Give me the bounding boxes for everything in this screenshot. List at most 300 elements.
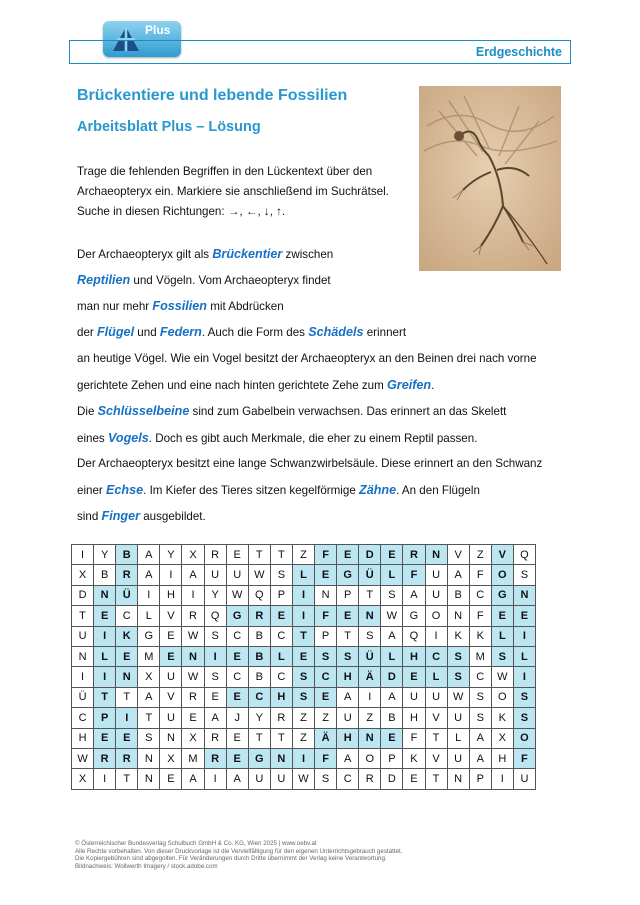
grid-cell: D <box>381 769 403 789</box>
footer-line: Bildnachweis: Wollwerth Imagery / stock.adobe.com <box>75 862 218 870</box>
cloze-line <box>77 352 537 365</box>
grid-cell: J <box>226 708 248 728</box>
grid-cell: U <box>226 565 248 585</box>
grid-cell: T <box>292 626 314 646</box>
cloze-text-segment: sind zum Gabelbein verwachsen. Das erinnert an das Skelett <box>189 405 507 418</box>
grid-cell: S <box>513 565 535 585</box>
grid-cell: T <box>270 545 292 565</box>
grid-cell: Ü <box>359 646 381 666</box>
grid-cell: E <box>513 606 535 626</box>
grid-cell: R <box>182 687 204 707</box>
grid-cell: T <box>72 606 94 626</box>
grid-cell: L <box>292 565 314 585</box>
grid-cell: T <box>138 708 160 728</box>
grid-cell: Z <box>359 708 381 728</box>
grid-cell: N <box>359 728 381 748</box>
grid-row <box>72 565 536 585</box>
subject-label: Erdgeschichte <box>475 45 562 59</box>
cloze-text-segment: gerichtete Zehen und eine nach hinten gerichtete Zehe zum <box>77 379 388 392</box>
grid-cell: E <box>403 667 425 687</box>
grid-cell: U <box>337 708 359 728</box>
grid-cell: U <box>447 708 469 728</box>
grid-cell: E <box>226 748 248 768</box>
footer-line: Alle Rechte vorbehalten. Von dieser Druckvorlage ist die Vervielfältigung für den eigenen Unterrichtsgebrauch gestattet. <box>75 847 403 855</box>
instructions <box>77 162 407 222</box>
grid-cell: N <box>447 769 469 789</box>
grid-cell: P <box>337 585 359 605</box>
grid-cell: E <box>182 708 204 728</box>
grid-cell: W <box>491 667 513 687</box>
grid-cell: K <box>116 626 138 646</box>
grid-cell: U <box>425 687 447 707</box>
grid-cell: U <box>425 585 447 605</box>
grid-cell: T <box>337 626 359 646</box>
grid-row <box>72 545 536 565</box>
grid-cell: Z <box>292 708 314 728</box>
answer-word: Fossilien <box>152 299 207 313</box>
cloze-line <box>77 483 480 497</box>
grid-cell: I <box>116 708 138 728</box>
grid-cell: A <box>337 687 359 707</box>
cloze-line <box>77 325 406 339</box>
grid-cell: H <box>491 748 513 768</box>
grid-cell: C <box>270 626 292 646</box>
answer-word: Reptilien <box>77 273 131 287</box>
cloze-text-segment: mit Abdrücken <box>206 300 284 313</box>
grid-row <box>72 687 536 707</box>
grid-cell: W <box>292 769 314 789</box>
grid-cell: I <box>204 769 226 789</box>
cloze-line <box>77 509 206 523</box>
grid-cell: D <box>359 545 381 565</box>
grid-cell: N <box>513 585 535 605</box>
grid-cell: L <box>381 565 403 585</box>
grid-cell: H <box>160 585 182 605</box>
cloze-line <box>77 273 331 287</box>
grid-cell: K <box>403 748 425 768</box>
grid-cell: T <box>359 585 381 605</box>
grid-cell: V <box>447 545 469 565</box>
word-search-grid <box>71 544 536 790</box>
grid-cell: X <box>72 769 94 789</box>
grid-cell: P <box>315 626 337 646</box>
grid-cell: M <box>138 646 160 666</box>
grid-cell: X <box>160 748 182 768</box>
cloze-text-segment: sind <box>77 510 102 523</box>
cloze-text-segment: Die <box>77 405 98 418</box>
grid-cell: L <box>138 606 160 626</box>
cloze-text-segment: erinnert <box>363 326 407 339</box>
footer-line: Die Kopiergebühren sind abgegolten. Für Veränderungen durch Dritte übernimmt der Verlag keine Verantwortung. <box>75 855 387 863</box>
grid-cell: U <box>248 769 270 789</box>
grid-cell: S <box>491 646 513 666</box>
grid-cell: Ü <box>72 687 94 707</box>
grid-cell: F <box>513 748 535 768</box>
grid-cell: A <box>182 565 204 585</box>
grid-cell: Y <box>94 545 116 565</box>
grid-cell: O <box>491 565 513 585</box>
grid-cell: E <box>160 769 182 789</box>
grid-cell: U <box>447 748 469 768</box>
answer-word: Schlüsselbeine <box>97 404 190 418</box>
grid-cell: R <box>204 748 226 768</box>
grid-cell: N <box>270 748 292 768</box>
grid-cell: D <box>381 667 403 687</box>
answer-word: Finger <box>101 509 140 523</box>
page-subtitle: Arbeitsblatt Plus – Lösung <box>77 119 261 135</box>
grid-cell: N <box>160 728 182 748</box>
grid-cell: F <box>403 728 425 748</box>
cloze-text-segment: Der Archaeopteryx besitzt eine lange Schwanzwirbelsäule. Diese erinnert an den Schwanz <box>77 457 543 470</box>
cloze-text-segment: und <box>134 326 160 339</box>
grid-row <box>72 646 536 666</box>
grid-cell: Q <box>204 606 226 626</box>
grid-cell: R <box>204 728 226 748</box>
grid-cell: L <box>447 728 469 748</box>
cloze-text-segment: . <box>431 379 435 392</box>
grid-cell: R <box>270 708 292 728</box>
grid-cell: L <box>270 646 292 666</box>
footer <box>75 840 402 870</box>
answer-word: Brückentier <box>212 247 283 261</box>
grid-cell: K <box>469 626 491 646</box>
grid-cell: A <box>469 748 491 768</box>
grid-cell: C <box>116 606 138 626</box>
grid-cell: N <box>138 769 160 789</box>
grid-cell: M <box>182 748 204 768</box>
grid-cell: A <box>226 769 248 789</box>
grid-cell: R <box>359 769 381 789</box>
grid-cell: X <box>72 565 94 585</box>
cloze-text-segment: man nur mehr <box>77 300 153 313</box>
grid-cell: H <box>337 728 359 748</box>
grid-cell: Z <box>292 728 314 748</box>
grid-cell: A <box>138 687 160 707</box>
grid-cell: U <box>270 769 292 789</box>
grid-cell: Z <box>292 545 314 565</box>
grid-cell: D <box>72 585 94 605</box>
grid-cell: P <box>381 748 403 768</box>
grid-cell: Ü <box>359 565 381 585</box>
grid-cell: U <box>403 687 425 707</box>
grid-cell: C <box>469 667 491 687</box>
cloze-text-segment: eines <box>77 432 108 445</box>
grid-cell: R <box>403 545 425 565</box>
grid-cell: T <box>116 769 138 789</box>
grid-cell: I <box>204 646 226 666</box>
logo-label: Plus <box>145 23 171 37</box>
grid-cell: O <box>425 606 447 626</box>
grid-cell: K <box>491 708 513 728</box>
grid-cell: E <box>337 606 359 626</box>
grid-row <box>72 748 536 768</box>
grid-cell: K <box>447 626 469 646</box>
grid-cell: Y <box>204 585 226 605</box>
grid-cell: R <box>204 545 226 565</box>
grid-cell: N <box>359 606 381 626</box>
grid-cell: W <box>182 626 204 646</box>
grid-cell: S <box>292 667 314 687</box>
grid-cell: B <box>381 708 403 728</box>
answer-word: Zähne <box>359 483 397 497</box>
grid-cell: N <box>116 667 138 687</box>
grid-cell: C <box>469 585 491 605</box>
grid-cell: S <box>315 769 337 789</box>
answer-word: Federn <box>159 325 202 339</box>
cloze-text-segment: und Vögeln. Vom Archaeopteryx findet <box>130 274 331 287</box>
grid-cell: Q <box>403 626 425 646</box>
answer-word: Schädels <box>308 325 364 339</box>
grid-cell: A <box>447 565 469 585</box>
grid-cell: W <box>72 748 94 768</box>
answer-word: Flügel <box>96 325 135 339</box>
grid-cell: W <box>447 687 469 707</box>
grid-cell: S <box>447 667 469 687</box>
grid-cell: X <box>182 728 204 748</box>
grid-cell: H <box>72 728 94 748</box>
grid-cell: I <box>94 667 116 687</box>
grid-cell: I <box>72 545 94 565</box>
grid-cell: E <box>160 626 182 646</box>
grid-cell: V <box>425 748 447 768</box>
grid-cell: E <box>160 646 182 666</box>
grid-cell: F <box>403 565 425 585</box>
grid-cell: E <box>116 646 138 666</box>
archaeopteryx-fossil-image <box>419 86 561 271</box>
grid-cell: R <box>182 606 204 626</box>
grid-cell: L <box>513 646 535 666</box>
grid-cell: H <box>403 708 425 728</box>
grid-cell: E <box>292 646 314 666</box>
instruction-line: Suche in diesen Richtungen: →, ←, ↓, ↑. <box>77 205 286 218</box>
grid-cell: G <box>403 606 425 626</box>
footer-line: © Österreichischer Bundesverlag Schulbuch GmbH & Co. KG, Wien 2025 | www.oebv.at <box>75 840 317 847</box>
grid-cell: S <box>359 626 381 646</box>
grid-cell: Ä <box>359 667 381 687</box>
grid-cell: L <box>381 646 403 666</box>
grid-cell: I <box>94 626 116 646</box>
grid-cell: O <box>491 687 513 707</box>
grid-cell: G <box>491 585 513 605</box>
grid-cell: T <box>248 728 270 748</box>
grid-cell: U <box>513 769 535 789</box>
grid-cell: U <box>204 565 226 585</box>
grid-cell: T <box>94 687 116 707</box>
grid-cell: Q <box>248 585 270 605</box>
grid-cell: I <box>513 667 535 687</box>
grid-cell: W <box>248 565 270 585</box>
grid-cell: V <box>491 545 513 565</box>
grid-cell: R <box>248 606 270 626</box>
grid-cell: S <box>469 708 491 728</box>
grid-cell: U <box>160 667 182 687</box>
grid-cell: R <box>94 748 116 768</box>
grid-cell: S <box>270 565 292 585</box>
grid-cell: E <box>226 545 248 565</box>
grid-cell: B <box>447 585 469 605</box>
grid-cell: A <box>469 728 491 748</box>
grid-cell: B <box>248 646 270 666</box>
grid-cell: G <box>248 748 270 768</box>
grid-cell: P <box>270 585 292 605</box>
grid-cell: R <box>116 565 138 585</box>
grid-cell: E <box>403 769 425 789</box>
grid-cell: E <box>226 728 248 748</box>
grid-cell: I <box>94 769 116 789</box>
grid-cell: O <box>513 728 535 748</box>
grid-row <box>72 728 536 748</box>
grid-cell: E <box>315 565 337 585</box>
grid-cell: E <box>204 687 226 707</box>
grid-cell: N <box>315 585 337 605</box>
grid-cell: E <box>491 606 513 626</box>
grid-cell: V <box>160 687 182 707</box>
grid-cell: E <box>226 687 248 707</box>
grid-row <box>72 585 536 605</box>
grid-cell: A <box>381 687 403 707</box>
answer-word: Vogels <box>107 431 149 445</box>
cloze-text-segment: . An den Flügeln <box>396 484 480 497</box>
cloze-text-segment: ausgebildet. <box>139 510 206 523</box>
grid-cell: C <box>315 667 337 687</box>
cloze-line <box>77 247 333 261</box>
grid-cell: A <box>204 708 226 728</box>
grid-cell: C <box>270 667 292 687</box>
cloze-line <box>77 378 434 392</box>
grid-cell: A <box>182 769 204 789</box>
grid-cell: I <box>160 565 182 585</box>
grid-cell: T <box>270 728 292 748</box>
grid-cell: L <box>94 646 116 666</box>
answer-word: Echse <box>106 483 144 497</box>
cloze-text-segment: an heutige Vögel. Wie ein Vogel besitzt der Archaeopteryx an den Beinen drei nach vorne <box>77 352 537 365</box>
grid-cell: I <box>292 748 314 768</box>
grid-cell: C <box>337 769 359 789</box>
grid-cell: E <box>381 545 403 565</box>
grid-cell: B <box>248 626 270 646</box>
grid-cell: C <box>226 667 248 687</box>
grid-cell: A <box>403 585 425 605</box>
grid-cell: A <box>138 545 160 565</box>
grid-cell: B <box>116 545 138 565</box>
grid-row <box>72 606 536 626</box>
cloze-text-segment: . Im Kiefer des Tieres sitzen kegelförmige <box>143 484 359 497</box>
grid-cell: S <box>447 646 469 666</box>
grid-cell: S <box>204 626 226 646</box>
cloze-line <box>77 299 284 313</box>
grid-cell: H <box>270 687 292 707</box>
grid-cell: C <box>72 708 94 728</box>
instruction-line: Archaeopteryx ein. Markiere sie anschließend im Suchrätsel. <box>77 185 389 198</box>
grid-cell: S <box>292 687 314 707</box>
grid-cell: G <box>138 626 160 646</box>
grid-cell: S <box>381 585 403 605</box>
grid-cell: N <box>94 585 116 605</box>
grid-cell: X <box>491 728 513 748</box>
grid-cell: G <box>337 565 359 585</box>
grid-cell: Y <box>248 708 270 728</box>
grid-cell: I <box>359 687 381 707</box>
grid-cell: T <box>425 769 447 789</box>
grid-cell: H <box>337 667 359 687</box>
instruction-line: Trage die fehlenden Begriffen in den Lückentext über den <box>77 165 373 178</box>
grid-cell: T <box>425 728 447 748</box>
grid-cell: I <box>425 626 447 646</box>
grid-cell: I <box>491 769 513 789</box>
grid-cell: M <box>469 646 491 666</box>
grid-cell: E <box>270 606 292 626</box>
grid-row <box>72 626 536 646</box>
header-bar <box>69 40 571 64</box>
grid-cell: F <box>315 748 337 768</box>
grid-cell: E <box>94 728 116 748</box>
grid-cell: Z <box>315 708 337 728</box>
grid-cell: Q <box>513 545 535 565</box>
answer-word: Greifen <box>387 378 432 392</box>
grid-cell: I <box>292 585 314 605</box>
grid-cell: A <box>381 626 403 646</box>
grid-cell: F <box>315 606 337 626</box>
grid-cell: Ä <box>315 728 337 748</box>
grid-cell: B <box>94 565 116 585</box>
grid-cell: S <box>337 646 359 666</box>
grid-cell: X <box>138 667 160 687</box>
cloze-line <box>77 404 506 418</box>
grid-cell: E <box>94 606 116 626</box>
grid-cell: S <box>315 646 337 666</box>
grid-cell: N <box>425 545 447 565</box>
grid-cell: P <box>469 769 491 789</box>
grid-cell: U <box>160 708 182 728</box>
page-title: Brückentiere und lebende Fossilien <box>77 87 348 104</box>
grid-cell: C <box>248 687 270 707</box>
grid-cell: I <box>292 606 314 626</box>
grid-cell: E <box>381 728 403 748</box>
grid-cell: L <box>425 667 447 687</box>
grid-cell: V <box>160 606 182 626</box>
grid-cell: Z <box>469 545 491 565</box>
grid-cell: I <box>182 585 204 605</box>
cloze-text-segment: zwischen <box>282 248 334 261</box>
grid-cell: F <box>315 545 337 565</box>
grid-cell: Y <box>160 545 182 565</box>
grid-cell: N <box>447 606 469 626</box>
cloze-line <box>77 457 542 470</box>
grid-cell: T <box>248 545 270 565</box>
grid-cell: W <box>381 606 403 626</box>
grid-cell: N <box>182 646 204 666</box>
grid-cell: T <box>116 687 138 707</box>
grid-cell: N <box>138 748 160 768</box>
grid-cell: U <box>425 565 447 585</box>
grid-cell: X <box>182 545 204 565</box>
grid-row <box>72 708 536 728</box>
grid-cell: B <box>248 667 270 687</box>
grid-cell: S <box>513 687 535 707</box>
grid-cell: G <box>226 606 248 626</box>
grid-cell: I <box>72 667 94 687</box>
grid-cell: S <box>469 687 491 707</box>
grid-cell: C <box>425 646 447 666</box>
grid-cell: F <box>469 565 491 585</box>
cloze-text-segment: Der Archaeopteryx gilt als <box>77 248 213 261</box>
grid-cell: I <box>513 626 535 646</box>
cloze-text-segment: einer <box>77 484 107 497</box>
grid-cell: W <box>226 585 248 605</box>
grid-cell: H <box>403 646 425 666</box>
grid-cell: A <box>138 565 160 585</box>
grid-cell: E <box>226 646 248 666</box>
